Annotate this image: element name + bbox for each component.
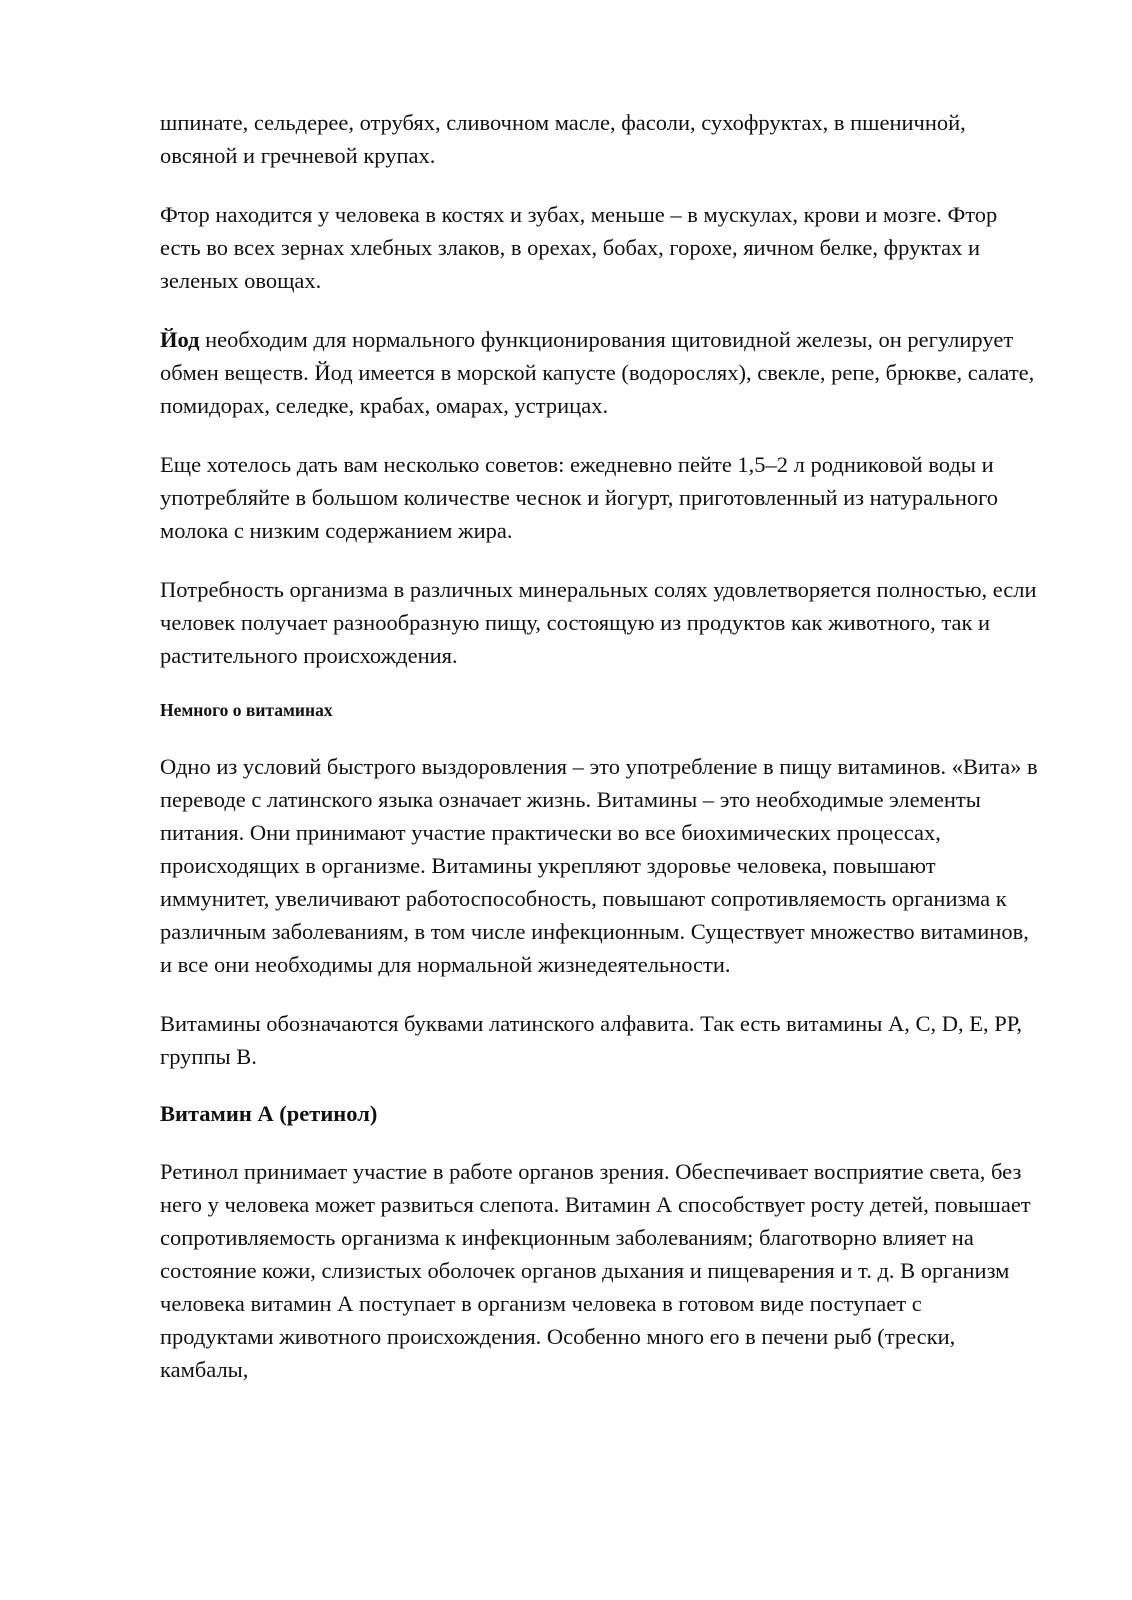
paragraph-vitamin-letters: Витамины обозначаются буквами латинского алфавита. Так есть витамины А, С, D, Е, РР, группы В.	[160, 1011, 1023, 1069]
iodine-text: необходим для нормального функционирования щитовидной железы, он регулирует обмен веществ. Йод имеется в морской капусте (водорослях), свекле, репе, брюкве, салате, помидорах, селедке, крабах, омарах, устрицах.	[160, 327, 1035, 418]
paragraph-mineral-needs: Потребность организма в различных минеральных солях удовлетворяется полностью, если человек получает разнообразную пищу, состоящую из продуктов как животного, так и растительного происхождения.	[160, 577, 1037, 668]
subheading-vitamins: Немного о витаминах	[160, 700, 333, 720]
paragraph-vitamins-intro: Одно из условий быстрого выздоровления – это употребление в пищу витаминов. «Вита» в переводе с латинского языка означает жизнь. Витамины – это необходимые элементы питания. Они принимают участие практически во все биохимических процессах, происходящих в организме. Витамины укрепляют здоровье человека, повышают иммунитет, увеличивают работоспособность, повышают сопротивляемость организма к различным заболеваниям, в том числе инфекционным. Существует множество витаминов, и все они необходимы для нормальной жизнедеятельности.	[160, 754, 1038, 977]
paragraph-retinol: Ретинол принимает участие в работе органов зрения. Обеспечивает восприятие света, без него у человека может развиться слепота. Витамин А способствует росту детей, повышает сопротивляемость организма к инфекционным заболеваниям; благотворно влияет на состояние кожи, слизистых оболочек органов дыхания и пищеварения и т. д. В организм человека витамин А поступает в организм человека в готовом виде поступает с продуктами животного происхождения. Особенно много его в печени рыб (трески, камбалы,	[160, 1159, 1031, 1382]
paragraph-advice: Еще хотелось дать вам несколько советов: ежедневно пейте 1,5–2 л родниковой воды и употребляйте в большом количестве чеснок и йогурт, приготовленный из натурального молока с низким содержанием жира.	[160, 452, 999, 543]
paragraph-fluorine: Фтор находится у человека в костях и зубах, меньше – в мускулах, крови и мозге. Фтор есть во всех зернах хлебных злаков, в орехах, бобах, горохе, яичном белке, фруктах и зеленых овощах.	[160, 202, 998, 293]
iodine-term: Йод	[160, 327, 200, 352]
paragraph-iodine	[160, 323, 1040, 422]
heading-vitamin-a: Витамин А (ретинол)	[160, 1101, 378, 1126]
paragraph-minerals-sources: шпинате, сельдерее, отрубях, сливочном масле, фасоли, сухофруктах, в пшеничной, овсяной и гречневой крупах.	[160, 110, 966, 168]
document-body	[160, 106, 1040, 1412]
